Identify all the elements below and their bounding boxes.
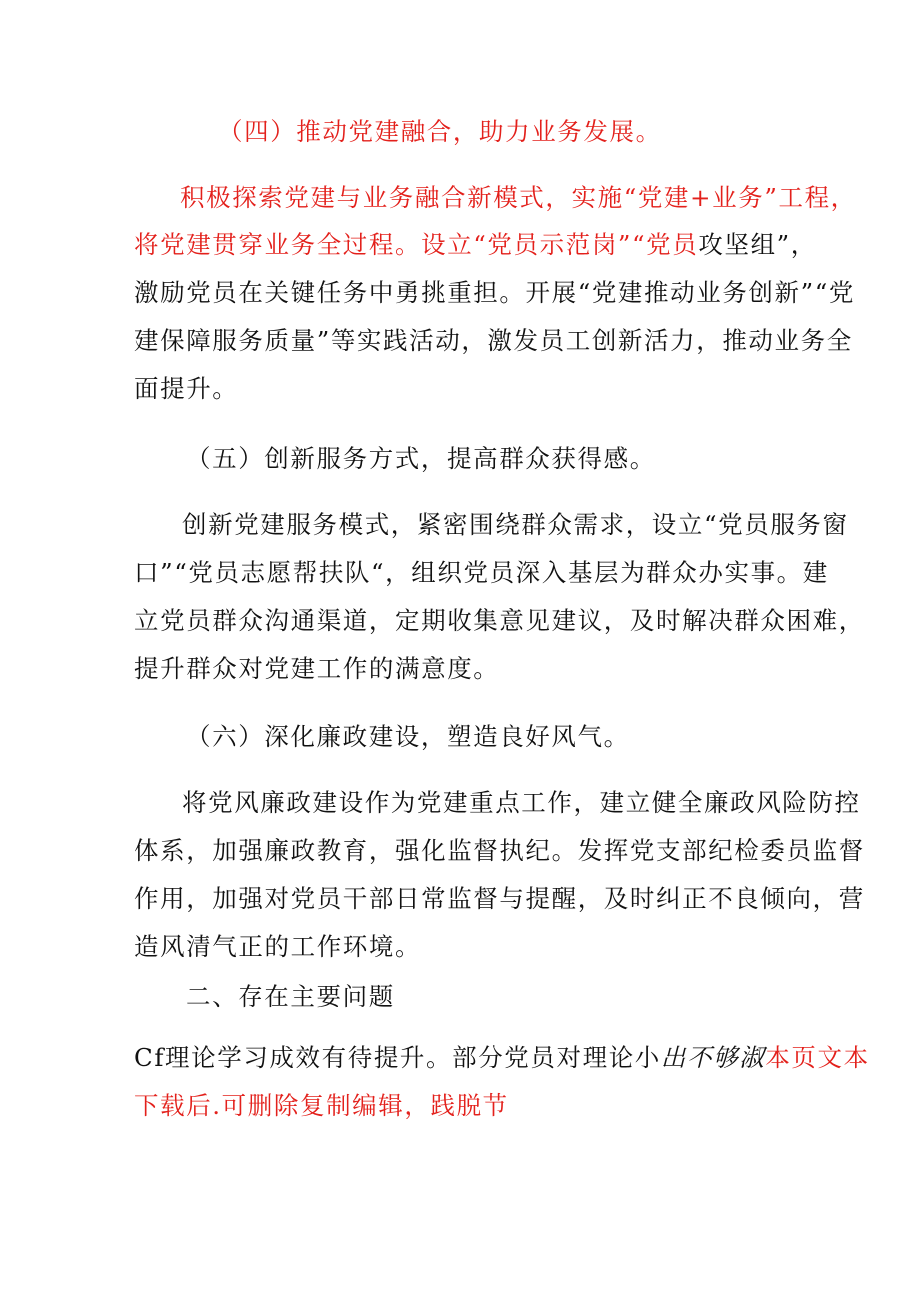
text-run: 将党建贯穿业务全过程。设立“党员示范岗”“党员: [134, 230, 699, 259]
paragraph-line: [134, 653, 499, 685]
text-run: 提升群众对党建工作的满意度。: [134, 654, 500, 683]
text-run: 造风清气正的工作环境。: [134, 932, 422, 961]
text-run: 建保障服务质量”等实践活动，激发员工创新活力，推动业务全: [134, 326, 853, 355]
paragraph-line: [134, 931, 421, 963]
paragraph-line: [134, 277, 855, 309]
paragraph-line: [134, 557, 829, 589]
text-run: 将党风廉政建设作为党建重点工作，建立健全廉政风险防控: [182, 788, 861, 817]
text-run: Cf理论学习成效有待提升。部分党员对理论小: [134, 1043, 661, 1072]
chapter-heading-2: [186, 981, 395, 1013]
section-heading-4: [218, 116, 662, 148]
paragraph-line: [134, 835, 865, 867]
text-run: 立党员群众沟通渠道，定期收集意见建议，及时解决群众困难，: [134, 606, 865, 635]
paragraph-line: [134, 1090, 509, 1122]
paragraph-line: [134, 883, 865, 915]
text-run: 体系，加强廉政教育，强化监督执纪。发挥党支部纪检委员监督: [134, 836, 865, 865]
text-run: 作用，加强对党员干部日常监督与提醒，及时纠正不良倾向，营: [134, 884, 865, 913]
text-run: 攻坚组”，: [698, 230, 817, 259]
paragraph-line: [134, 229, 817, 261]
text-run: 积极探索党建与业务融合新模式，实施“党建+业务”工程，: [180, 183, 857, 212]
text-run: 创新党建服务模式，紧密围绕群众需求，设立“党员服务窗: [182, 510, 849, 539]
paragraph-line: [134, 373, 238, 405]
text-run: （五）创新服务方式，提高群众获得感。: [186, 444, 656, 473]
text-run: 本页文本: [765, 1043, 870, 1072]
paragraph-line: [182, 787, 861, 819]
text-run: 激励党员在关键任务中勇挑重担。开展“党建推动业务创新”“党: [134, 278, 855, 307]
paragraph-line: [134, 325, 853, 357]
text-run: 口”“党员志愿帮扶队“，组织党员深入基层为群众办实事。建: [134, 558, 829, 587]
text-run: （六）深化廉政建设，塑造良好风气。: [186, 722, 630, 751]
section-heading-5: [186, 443, 656, 475]
text-run: 出不够淑: [660, 1043, 766, 1072]
paragraph-line: [134, 1042, 870, 1074]
section-heading-6: [186, 721, 630, 753]
text-run: （四）推动党建融合，助力业务发展。: [218, 117, 662, 146]
text-run: 二、存在主要问题: [186, 982, 395, 1011]
text-run: 面提升。: [134, 374, 239, 403]
text-run: 下载后.可删除复制编辑，践脱节: [134, 1091, 509, 1120]
paragraph-line: [182, 509, 849, 541]
paragraph-line: [134, 605, 865, 637]
paragraph-line: [180, 182, 857, 214]
